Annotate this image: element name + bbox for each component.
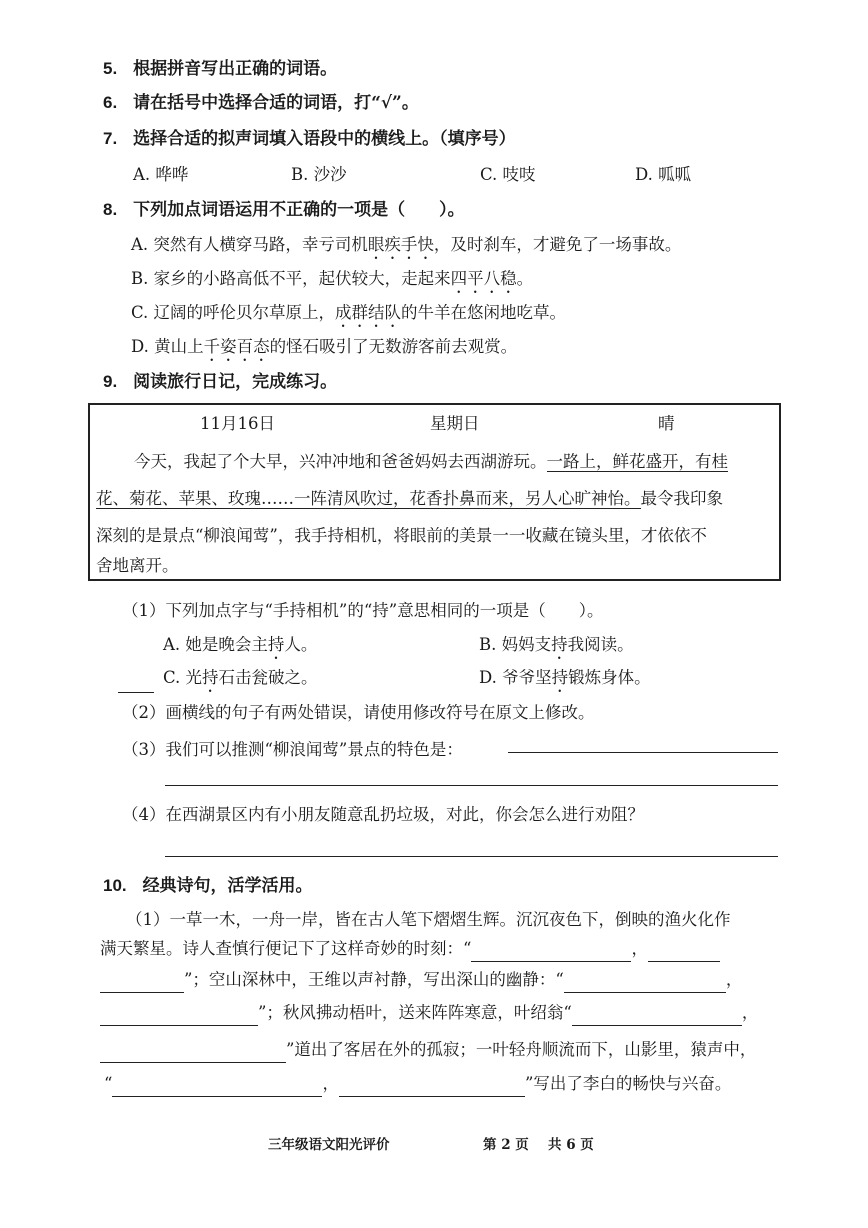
dotted-phrase: 千姿百态: [203, 337, 270, 356]
poem-text: ，: [631, 939, 648, 958]
underlined-sentence: 花、菊花、苹果、玫瑰……一阵清风吹过，花香扑鼻而来，另人心旷神怡。: [96, 489, 641, 508]
poem-text: ”；秋风拂动梧叶，送来阵阵寒意，叶绍翁“: [258, 1003, 572, 1022]
fill-blank[interactable]: [339, 1074, 525, 1097]
question-number: 6.: [103, 93, 118, 112]
poem-text: ，: [725, 970, 743, 989]
poem-line-3: [100, 967, 742, 993]
fill-blank[interactable]: [564, 970, 726, 993]
question-text: 请在括号中选择合适的词语，打“√”。: [133, 93, 419, 113]
option-text: ，及时刹车，才避免了一场事故。: [433, 235, 682, 254]
poem-line-1: （1）一草一木，一舟一岸，皆在古人笔下熠熠生辉。沉沉夜色下，倒映的渔火化作: [126, 910, 731, 929]
option-d: [479, 665, 651, 696]
option-b: [479, 632, 634, 663]
option-text: 的牛羊在悠闲地吃草。: [401, 303, 567, 322]
option-text: 我阅读。: [567, 635, 634, 654]
dotted-phrase: 眼疾手快: [367, 235, 434, 254]
poem-text: ”道出了客居在外的孤寂；一叶轻舟顺流而下，山影里，猿声中，: [286, 1040, 757, 1059]
poem-line-6: [104, 1071, 731, 1097]
underlined-sentence: 一路上，鲜花盛开，有桂: [546, 452, 728, 471]
option-text: B. 家乡的小路高低不平，起伏较大，走起来: [131, 269, 451, 288]
option-c: [131, 300, 566, 331]
fill-blank[interactable]: [100, 1003, 258, 1026]
diary-weather: 晴: [658, 414, 675, 433]
dotted-char: 持: [551, 668, 569, 687]
question-9: [103, 369, 337, 395]
sub-question-1: （1）下列加点字与“手持相机”的“持”意思相同的一项是（ ）。: [122, 601, 604, 620]
question-text: 下列加点词语运用不正确的一项是（ ）。: [133, 200, 465, 220]
fill-blank[interactable]: [471, 939, 631, 962]
question-text: 经典诗句，活学活用。: [142, 876, 313, 896]
option-b: [131, 266, 533, 297]
option-a: A. 哗哗: [133, 165, 189, 184]
answer-line[interactable]: [165, 856, 778, 857]
option-text: C. 辽阔的呼伦贝尔草原上，: [131, 303, 336, 322]
question-number: 7.: [103, 129, 118, 148]
diary-line-3: 深刻的是景点“柳浪闻莺”，我手持相机，将眼前的美景一一收藏在镜头里，才依依不: [96, 526, 707, 545]
stray-mark: [118, 692, 154, 693]
diary-text: 最令我印象: [640, 489, 723, 508]
dotted-char: 持: [202, 668, 219, 687]
poem-line-2: [100, 936, 720, 962]
fill-blank[interactable]: [100, 970, 184, 993]
footer-page: 第 2 页: [483, 1137, 529, 1153]
diary-line-2: [96, 482, 723, 516]
footer-total: 共 6 页: [548, 1137, 594, 1153]
question-6: [103, 90, 419, 116]
question-text: 选择合适的拟声词填入语段中的横线上。（填序号）: [133, 129, 516, 149]
fill-blank[interactable]: [648, 939, 720, 962]
sub-question-4: （4）在西湖景区内有小朋友随意乱扔垃圾，对此，你会怎么进行劝阻？: [122, 805, 644, 824]
answer-line[interactable]: [508, 752, 778, 753]
poem-text: ，: [322, 1074, 339, 1093]
question-number: 5.: [103, 59, 118, 78]
question-5: [103, 56, 337, 82]
question-8: [103, 197, 465, 223]
fill-blank[interactable]: [572, 1003, 742, 1026]
poem-text: ”；空山深林中，王维以声衬静，写出深山的幽静：“: [184, 970, 564, 989]
option-text: 。: [516, 269, 534, 288]
footer-title: 三年级语文阳光评价: [268, 1137, 390, 1153]
question-number: 9.: [103, 372, 118, 391]
dotted-phrase: 成群结队: [335, 303, 402, 322]
option-d: D. 呱呱: [635, 165, 692, 184]
diary-text: 今天，我起了个大早，兴冲冲地和爸爸妈妈去西湖游玩。: [134, 452, 547, 471]
option-a: [163, 632, 317, 663]
question-text: 阅读旅行日记，完成练习。: [133, 372, 338, 392]
option-a: [131, 232, 681, 263]
fill-blank[interactable]: [100, 1040, 286, 1063]
diary-weekday: 星期日: [430, 414, 480, 433]
option-b: B. 沙沙: [291, 165, 347, 184]
question-text: 根据拼音写出正确的词语。: [133, 59, 338, 79]
option-text: C. 光: [163, 668, 203, 687]
diary-line-4: 舍地离开。: [96, 556, 179, 575]
question-7: [103, 126, 516, 152]
option-text: B. 妈妈支: [479, 635, 552, 654]
poem-text: 满天繁星。诗人查慎行便记下了这样奇妙的时刻：“: [100, 939, 472, 958]
option-text: A. 她是晚会主: [163, 635, 268, 654]
diary-date: 11月16日: [200, 414, 275, 433]
option-d: [131, 334, 517, 365]
option-text: D. 黄山上: [131, 337, 204, 356]
poem-line-5: [100, 1037, 756, 1063]
answer-line[interactable]: [165, 785, 778, 786]
question-number: 10.: [103, 876, 127, 895]
poem-text: “: [104, 1074, 113, 1093]
option-text: 的怪石吸引了无数游客前去观赏。: [269, 337, 518, 356]
fill-blank[interactable]: [112, 1074, 322, 1097]
diary-box: [88, 403, 781, 581]
question-number: 8.: [103, 200, 118, 219]
diary-line-1: [134, 445, 728, 479]
poem-line-4: [100, 1000, 758, 1026]
sub-question-3: （3）我们可以推测“柳浪闻莺”景点的特色是：: [122, 740, 463, 759]
option-text: A. 突然有人横穿马路，幸亏司机: [131, 235, 368, 254]
option-c: C. 吱吱: [480, 165, 536, 184]
dotted-char: 持: [551, 635, 568, 654]
poem-text: ”写出了李白的畅快与兴奋。: [524, 1074, 732, 1093]
option-text: 锻炼身体。: [568, 668, 651, 687]
option-text: 人。: [284, 635, 318, 654]
dotted-phrase: 四平八稳: [450, 269, 517, 288]
option-c: [163, 665, 318, 696]
option-text: D. 爷爷坚: [479, 668, 552, 687]
poem-text: ，: [741, 1003, 759, 1022]
option-text: 石击瓮破之。: [218, 668, 318, 687]
question-10: [103, 873, 313, 899]
sub-question-2: （2）画横线的句子有两处错误，请使用修改符号在原文上修改。: [122, 703, 595, 722]
dotted-char: 持: [267, 635, 285, 654]
